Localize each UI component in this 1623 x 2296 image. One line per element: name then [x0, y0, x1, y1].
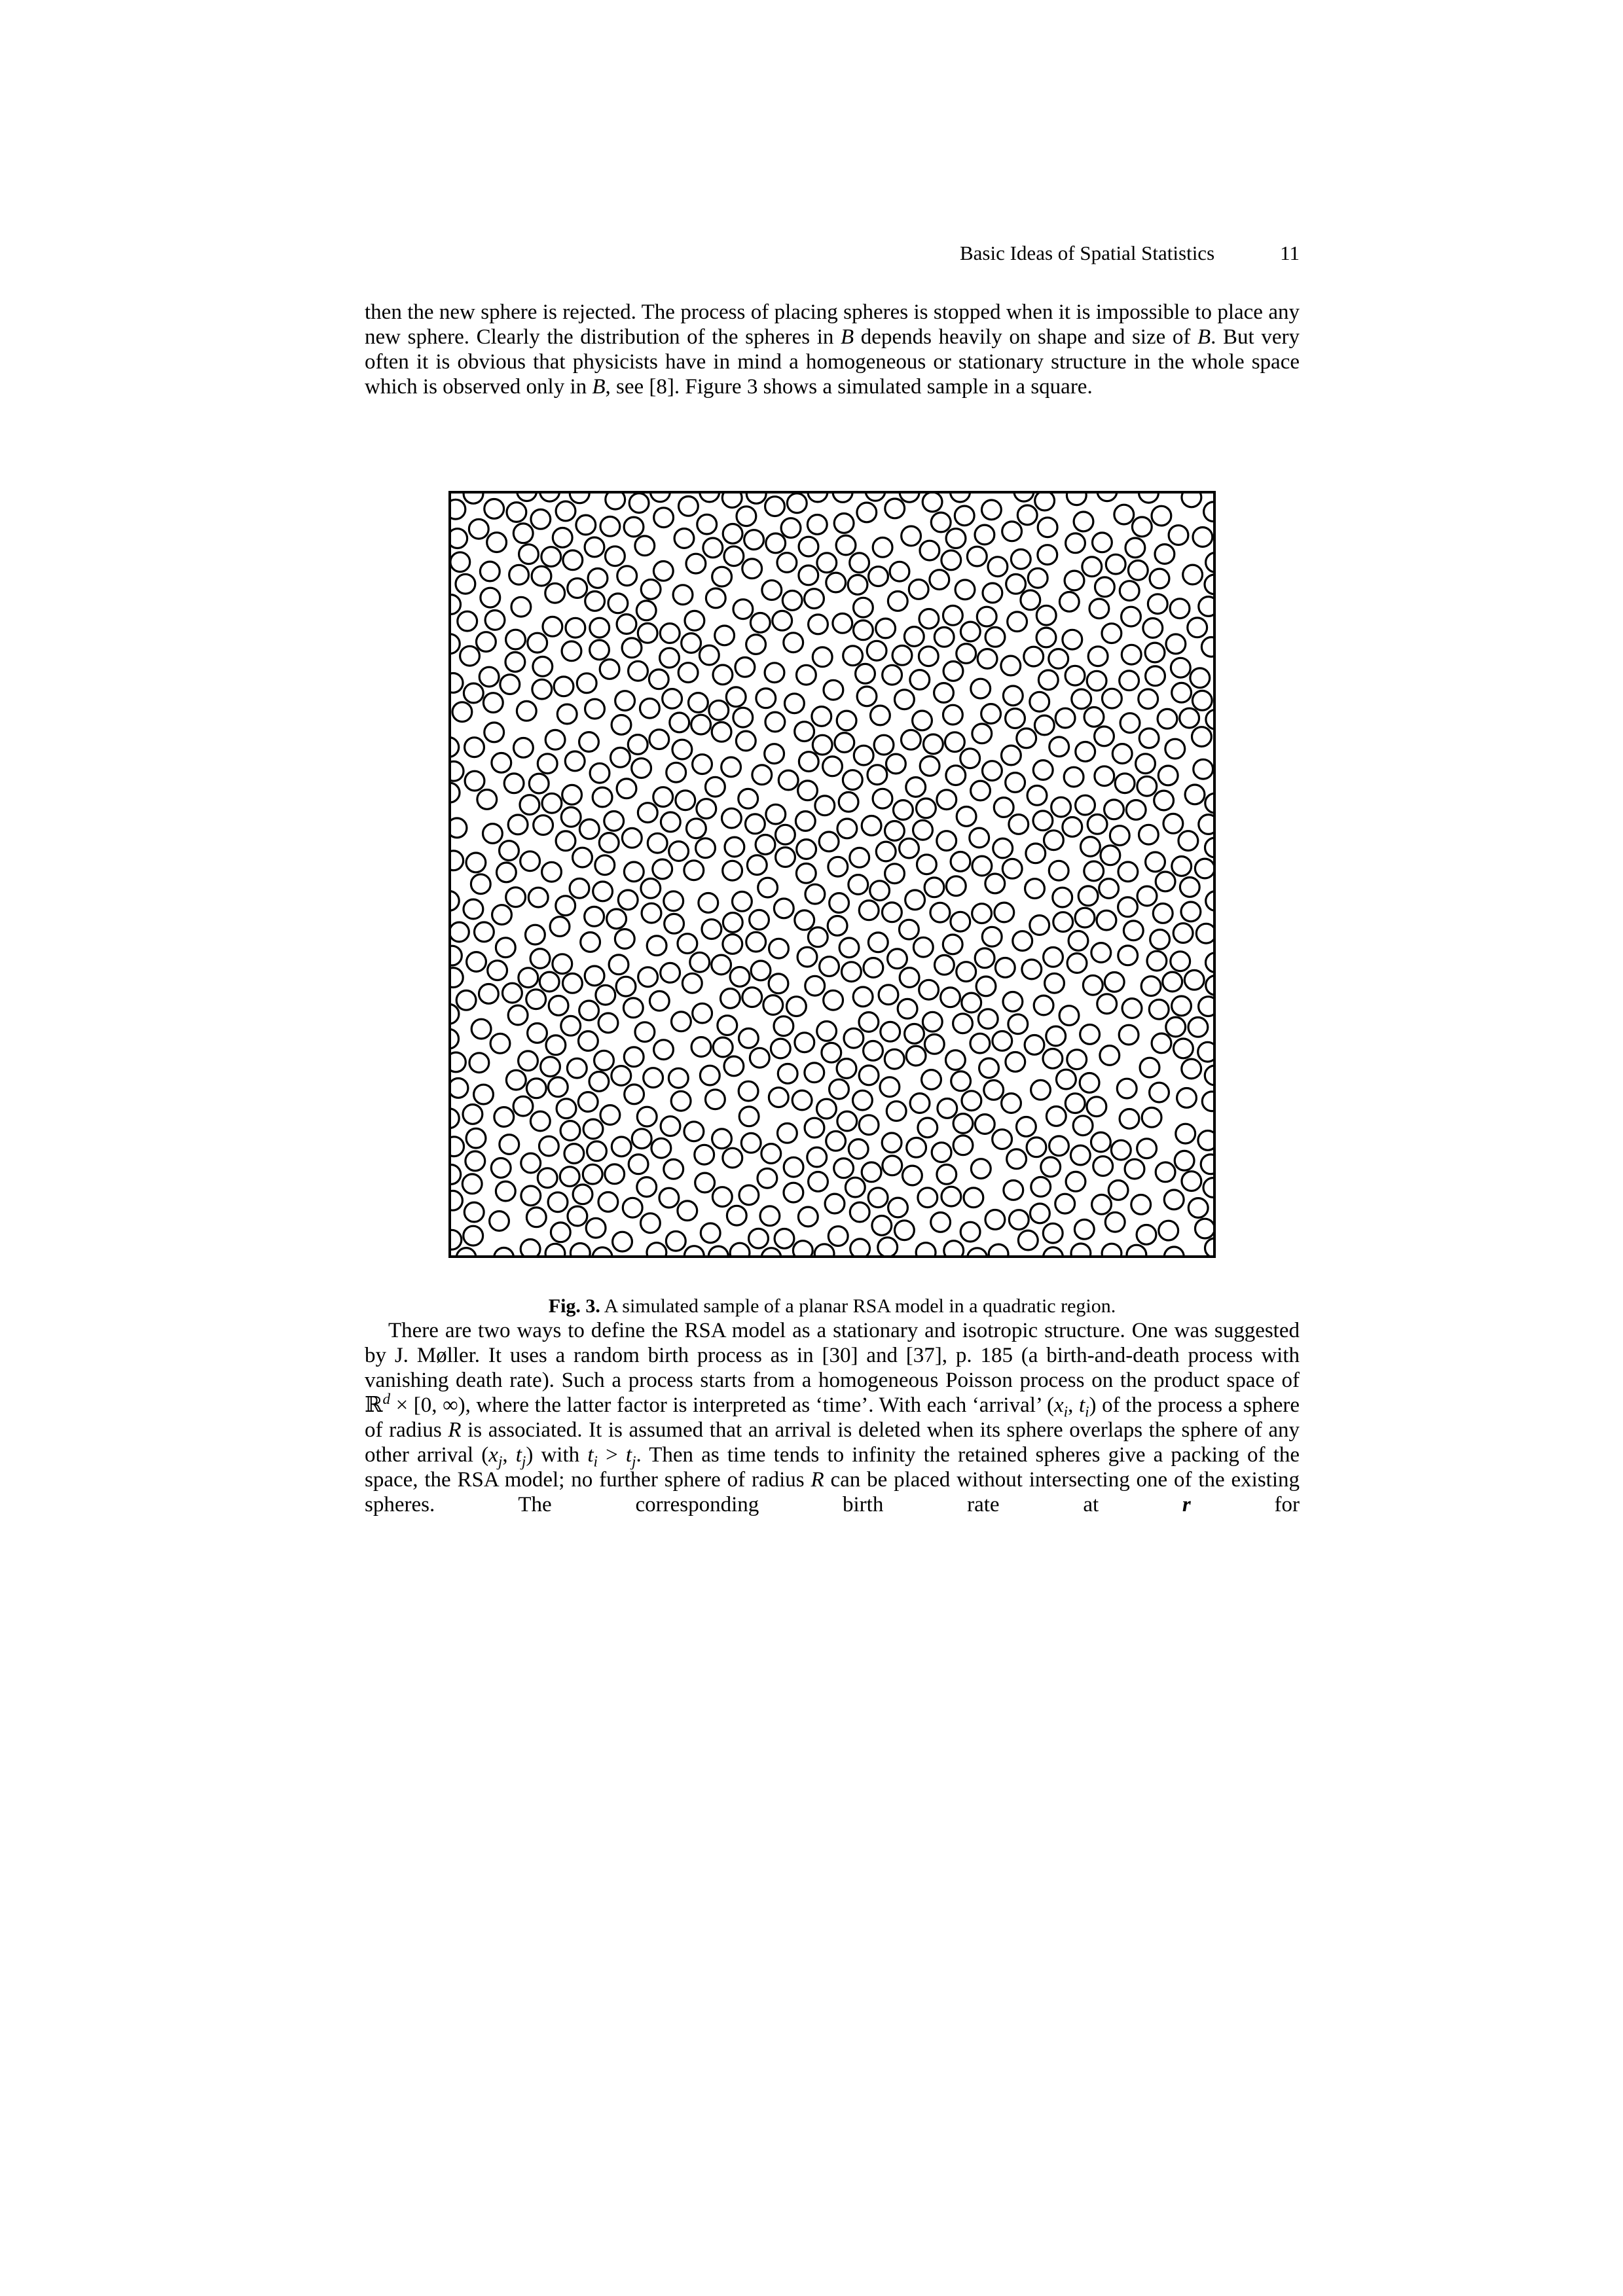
- text-segment: then the new sphere is rejected. The process of placing spheres is stopped when it is impossible to place any new sphere. Clearly the distribution of the spheres in: [365, 300, 1300, 349]
- rsa-figure: [448, 491, 1216, 1258]
- page-number: 11: [1280, 242, 1300, 264]
- text-segment: There are two ways to define the RSA model as a stationary and isotropic structure. One was suggested by J. Møller. It uses a random birth process as in [30] and [37], p. 185 (a birth-and-death process with vanishing death rate). Such a process starts from a homogeneous Poisson process on the product space of: [365, 1319, 1300, 1392]
- text-segment: . But very often it is obvious that physicists have in mind a homogeneous or stationary structure in the whole space which is observed only in: [365, 325, 1300, 399]
- text-segment: B: [592, 375, 606, 399]
- text-segment: j: [521, 1452, 526, 1470]
- text-segment: >: [597, 1443, 626, 1467]
- text-segment: x: [1054, 1393, 1064, 1417]
- text-segment: ,: [502, 1443, 516, 1467]
- figure-caption-label: Fig. 3.: [548, 1295, 600, 1317]
- running-head: [365, 241, 1300, 266]
- text-segment: can be placed without intersecting one of the existing spheres. The corresponding birth rate at: [365, 1468, 1300, 1516]
- text-segment: for: [1190, 1493, 1300, 1516]
- text-segment: B: [841, 325, 854, 349]
- text-segment: × [0, ∞), where the latter factor is interpreted as ‘time’. With each ‘arrival’ (: [390, 1393, 1055, 1417]
- figure-caption-text: A simulated sample of a planar RSA model in a quadratic region.: [600, 1295, 1116, 1317]
- text-segment: R: [448, 1418, 462, 1442]
- text-segment: d: [382, 1390, 390, 1407]
- text-segment: , see [8]. Figure 3 shows a simulated sample in a square.: [605, 375, 1093, 399]
- figure-wrapper: [365, 491, 1300, 1258]
- text-segment: x: [488, 1443, 498, 1467]
- text-segment: i: [593, 1452, 598, 1470]
- text-segment: t: [515, 1443, 522, 1467]
- figure-caption: [365, 1295, 1300, 1318]
- text-segment: r: [1182, 1493, 1191, 1516]
- text-segment: depends heavily on shape and size of: [854, 325, 1197, 349]
- text-column: [365, 241, 1300, 1517]
- rsa-figure-svg: [448, 491, 1216, 1258]
- text-segment: t: [1078, 1393, 1085, 1417]
- text-segment: ,: [1068, 1393, 1079, 1417]
- text-segment: . Then as time tends to infinity the retained spheres give a packing of the space, the RSA model; no further sphere of radius: [365, 1443, 1300, 1492]
- text-segment: B: [1197, 325, 1211, 349]
- text-segment: t: [625, 1443, 632, 1467]
- text-segment: i: [1085, 1403, 1089, 1420]
- text-segment: ) of the process a sphere of radius: [365, 1393, 1300, 1442]
- text-segment: R: [811, 1468, 824, 1492]
- running-head-title: Basic Ideas of Spatial Statistics: [959, 242, 1215, 264]
- paragraph-2: [365, 1318, 1300, 1517]
- paragraph-1: [365, 300, 1300, 399]
- text-segment: t: [587, 1443, 594, 1467]
- text-segment: ) with: [526, 1443, 588, 1467]
- text-segment: ℝ: [365, 1393, 383, 1417]
- text-segment: i: [1063, 1403, 1068, 1420]
- text-segment: is associated. It is assumed that an arrival is deleted when its sphere overlaps the sphere of any other arrival (: [365, 1418, 1300, 1467]
- text-segment: j: [632, 1452, 636, 1470]
- text-segment: j: [498, 1452, 503, 1470]
